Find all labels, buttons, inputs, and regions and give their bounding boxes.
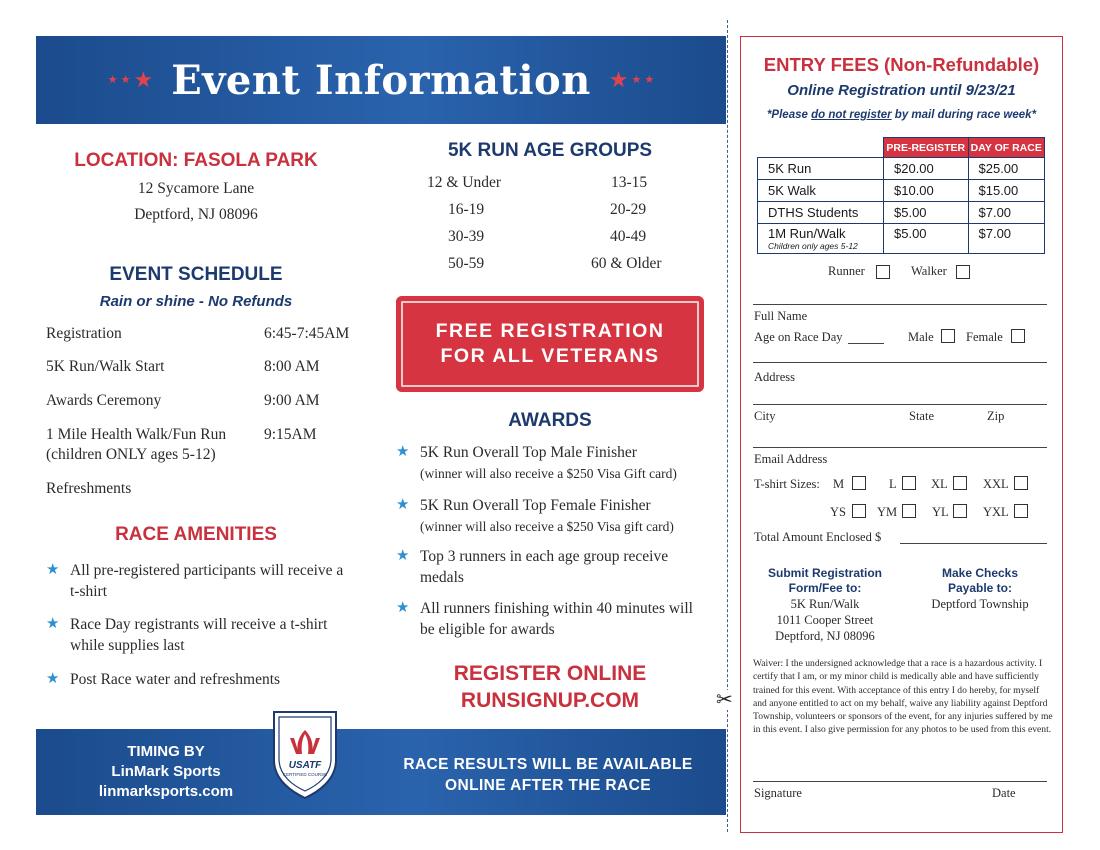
form-rule: [753, 304, 1047, 305]
usatf-logo-text: USATF: [288, 760, 322, 771]
size-ys-checkbox[interactable]: [852, 504, 866, 518]
star-icon: ★: [120, 73, 131, 86]
schedule-row: [46, 325, 356, 343]
fee-pre: $20.00: [884, 158, 969, 180]
address-field[interactable]: [753, 404, 1047, 405]
waiver-text: Waiver: I the undersigned acknowledge that a race is a hazardous activity. I certify that I am, or my minor child is medically able and have sufficiently trained for this event. With acceptance of this entry I do hereby, for myself and anyone entitled to act on my behalf, waive any liability against Deptford Township, volunteers or sponsors of the event, for any injuries suffered by me in this event. I also give permission for any photos to be used from this event.: [753, 658, 1053, 736]
usatf-certified-course-logo: [270, 708, 340, 800]
entry-fees-title: ENTRY FEES (Non-Refundable): [763, 54, 1040, 75]
award-text: All runners finishing within 40 minutes will be eligible for awards: [420, 600, 693, 638]
fee-label-sub: Children only ages 5-12: [768, 241, 858, 251]
male-checkbox[interactable]: [941, 329, 955, 343]
submit-body-line2: 1011 Cooper Street: [776, 613, 874, 627]
size-m-checkbox[interactable]: [852, 476, 866, 490]
page-title: Event Information: [171, 56, 591, 104]
fee-day: $7.00: [968, 202, 1045, 224]
age-group: 30-39: [448, 228, 485, 245]
age-group: 50-59: [448, 255, 485, 272]
results-line1: RACE RESULTS WILL BE AVAILABLE: [403, 756, 693, 773]
schedule-row: [46, 426, 356, 444]
total-label: Total Amount Enclosed $: [754, 530, 882, 544]
star-icon: ★: [631, 73, 642, 86]
submit-address: [755, 596, 895, 644]
award-text: 5K Run Overall Top Male Finisher: [420, 444, 637, 461]
schedule-label: Registration: [46, 325, 122, 342]
amenities-heading: RACE AMENITIES: [115, 524, 277, 545]
age-group: 40-49: [610, 228, 647, 245]
register-url[interactable]: RUNSIGNUP.COM: [460, 689, 640, 712]
fee-row: [758, 180, 1045, 202]
city-state-zip-field[interactable]: [753, 447, 1047, 448]
award-item: [396, 442, 706, 484]
checks-head-line1: Make Checks: [941, 566, 1019, 580]
location-city: Deptford, NJ 08096: [134, 206, 258, 223]
star-icon: ★: [133, 67, 154, 92]
timing-credit: [76, 742, 256, 802]
date-label: Date: [992, 786, 1016, 800]
fee-row: [758, 224, 1045, 254]
star-icon: ★: [608, 67, 629, 92]
schedule-row: [46, 358, 356, 376]
schedule-label: 5K Run/Walk Start: [46, 358, 165, 375]
fee-table: [757, 137, 1045, 254]
size-label: M: [833, 477, 845, 491]
size-label: YL: [932, 505, 949, 519]
veterans-line2: FOR ALL VETERANS: [440, 345, 660, 367]
amenity-text: All pre-registered participants will receive a t-shirt: [70, 562, 344, 600]
star-bullet-icon: ★: [396, 600, 410, 616]
location-heading: LOCATION: FASOLA PARK: [74, 150, 318, 171]
age-label: Age on Race Day: [754, 330, 843, 344]
size-yl-checkbox[interactable]: [953, 504, 967, 518]
schedule-time: 9:15AM: [264, 426, 317, 443]
schedule-label: 1 Mile Health Walk/Fun Run: [46, 426, 227, 443]
submit-head-line1: Submit Registration: [767, 566, 882, 580]
fee-pre: $5.00: [884, 224, 969, 254]
walker-label: Walker: [911, 264, 947, 278]
amenity-item: [46, 614, 346, 656]
age-group: 12 & Under: [427, 174, 502, 191]
runner-label: Runner: [828, 264, 865, 278]
schedule-time: 9:00 AM: [264, 392, 320, 409]
fee-label: 1M Run/Walk: [768, 226, 846, 241]
signature-field[interactable]: [753, 781, 1047, 782]
schedule-heading: EVENT SCHEDULE: [109, 264, 283, 285]
veterans-line1: FREE REGISTRATION: [435, 320, 665, 342]
results-line2: ONLINE AFTER THE RACE: [445, 777, 651, 794]
submit-heading: [755, 566, 895, 596]
fee-header-row: [758, 138, 1045, 158]
mail-note-pre: *Please: [766, 109, 812, 121]
register-online[interactable]: [396, 660, 704, 714]
timing-url[interactable]: linmarksports.com: [98, 783, 234, 800]
fee-header-blank: [758, 138, 884, 158]
schedule-time: 8:00 AM: [264, 358, 320, 375]
fee-day: $15.00: [968, 180, 1045, 202]
mail-note-emph: do not register: [811, 109, 892, 121]
checks-heading: [910, 566, 1050, 596]
zip-label: Zip: [987, 409, 1005, 423]
fee-label: 5K Run: [758, 158, 884, 180]
runner-checkbox[interactable]: [876, 265, 890, 279]
schedule-note-text: (children ONLY ages 5-12): [46, 446, 216, 463]
fee-day: $25.00: [968, 158, 1045, 180]
amenity-item: [46, 669, 346, 690]
results-notice: [390, 754, 706, 796]
online-registration-deadline: Online Registration until 9/23/21: [787, 82, 1016, 99]
fee-day: $7.00: [968, 224, 1045, 254]
size-label: XL: [931, 477, 948, 491]
award-item: [396, 546, 676, 588]
award-text: 5K Run Overall Top Female Finisher: [420, 497, 651, 514]
fee-row: [758, 202, 1045, 224]
award-sub: (winner will also receive a $250 Visa gift card): [420, 519, 674, 534]
size-label: L: [889, 477, 897, 491]
submit-body-line3: Deptford, NJ 08096: [775, 629, 875, 643]
schedule-label: Awards Ceremony: [46, 392, 162, 409]
full-name-label: Full Name: [754, 309, 808, 323]
award-text: Top 3 runners in each age group receive medals: [420, 548, 669, 586]
fee-pre: $5.00: [884, 202, 969, 224]
address-label: Address: [754, 370, 795, 384]
timing-line2: LinMark Sports: [111, 763, 221, 780]
schedule-time: 6:45-7:45AM: [264, 325, 350, 342]
female-label: Female: [966, 330, 1003, 344]
star-icon: ★: [107, 73, 118, 86]
submit-head-line2: Form/Fee to:: [788, 581, 862, 595]
age-group: 13-15: [611, 174, 648, 191]
star-bullet-icon: ★: [46, 616, 60, 632]
star-bullet-icon: ★: [396, 497, 410, 513]
location-street: 12 Sycamore Lane: [137, 180, 255, 197]
amenity-text: Race Day registrants will receive a t-shirt while supplies last: [70, 616, 328, 654]
size-l-checkbox[interactable]: [902, 476, 916, 490]
form-rule: [753, 362, 1047, 363]
schedule-row: [46, 480, 356, 498]
age-field[interactable]: [848, 343, 884, 344]
award-item: [396, 495, 706, 537]
checks-payee: Deptford Township: [931, 597, 1029, 611]
star-bullet-icon: ★: [396, 548, 410, 564]
schedule-label: Refreshments: [46, 480, 132, 497]
fee-label: DTHS Students: [758, 202, 884, 224]
timing-line1: TIMING BY: [127, 743, 205, 760]
email-label: Email Address: [754, 452, 828, 466]
size-label: XXL: [983, 477, 1009, 491]
size-yxl-checkbox[interactable]: [1014, 504, 1028, 518]
awards-heading: AWARDS: [508, 410, 592, 431]
age-group: 20-29: [610, 201, 647, 218]
award-sub: (winner will also receive a $250 Visa Gift card): [420, 466, 677, 481]
mail-note-post: by mail during race week*: [891, 109, 1037, 121]
size-label: YXL: [983, 505, 1009, 519]
schedule-note: [46, 446, 356, 464]
fee-label: 5K Walk: [758, 180, 884, 202]
fee-pre: $10.00: [884, 180, 969, 202]
star-bullet-icon: ★: [46, 562, 60, 578]
fee-header-pre: PRE-REGISTER: [884, 138, 969, 158]
age-group: 16-19: [448, 201, 485, 218]
scissors-icon: ✂: [716, 689, 733, 711]
usatf-logo-sub: CERTIFIED COURSE: [282, 772, 328, 777]
schedule-subheading: Rain or shine - No Refunds: [99, 293, 293, 310]
fee-header-day: DAY OF RACE: [968, 138, 1045, 158]
female-checkbox[interactable]: [1011, 329, 1025, 343]
size-xl-checkbox[interactable]: [953, 476, 967, 490]
award-item: [396, 598, 708, 640]
mail-note: [740, 109, 1063, 121]
city-label: City: [754, 409, 776, 423]
star-bullet-icon: ★: [396, 444, 410, 460]
free-veterans-banner: [396, 296, 704, 392]
amenity-item: [46, 560, 346, 602]
register-line1: REGISTER ONLINE: [453, 662, 647, 685]
size-ym-checkbox[interactable]: [902, 504, 916, 518]
star-bullet-icon: ★: [46, 671, 60, 687]
signature-label: Signature: [754, 786, 802, 800]
size-xxl-checkbox[interactable]: [1014, 476, 1028, 490]
walker-checkbox[interactable]: [956, 265, 970, 279]
total-field[interactable]: [900, 543, 1047, 544]
stars-right: [609, 69, 654, 91]
tshirt-sizes-label: T-shirt Sizes:: [754, 477, 820, 491]
checks-head-line2: Payable to:: [947, 581, 1013, 595]
size-label: YS: [830, 505, 846, 519]
submit-body-line1: 5K Run/Walk: [790, 597, 860, 611]
age-groups-heading: 5K RUN AGE GROUPS: [447, 140, 653, 161]
fee-row: [758, 158, 1045, 180]
male-label: Male: [908, 330, 934, 344]
schedule-row: [46, 392, 356, 410]
size-label: YM: [877, 505, 898, 519]
event-info-header: [36, 36, 726, 124]
star-icon: ★: [644, 73, 655, 86]
stars-left: [108, 69, 153, 91]
amenity-text: Post Race water and refreshments: [70, 671, 281, 688]
state-label: State: [909, 409, 934, 423]
age-group: 60 & Older: [591, 255, 662, 272]
